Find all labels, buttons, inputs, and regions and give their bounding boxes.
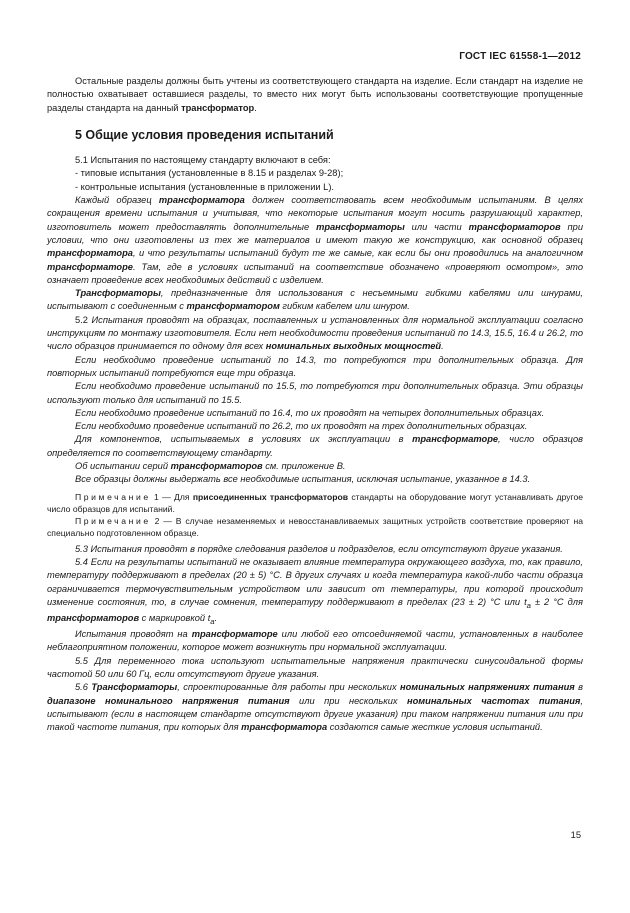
page-number: 15	[570, 830, 581, 840]
each-sample-paragraph: Каждый образец трансформатора должен соответствовать всем необходимым испытаниям. В целях сокращения времени испытания и учитывая, что некоторые испытания могут носить разрушающий характер, изготовитель может предоставлять дополнительные трансформаторы или части трансформаторов при условии, что они изготовлены из тех же материалов и имеют такую же конструкцию, как основной образец трансформатора, и что результаты испытаний будут те же самые, как если бы они проводились на аналогичном трансформаторе. Там, где в условиях испытаний на соответствие обозначено «проверяют осмотром», это означает проведение всех необходимых действий с изделием.	[47, 195, 583, 285]
test-position-paragraph: Испытания проводят на трансформаторе или любой его отсоединяемой части, установленных в наиболее неблагоприятном положении, которое может возникнуть при нормальной эксплуатации.	[47, 629, 583, 653]
intro-paragraph: Остальные разделы должны быть учтены из соответствующего стандарта на изделие. Если стандарт на изделие не полностью охватывает оставшиеся разделы, то вместо них могут быть использованы соответствующие пропущенные разделы стандарта на данный трансформатор.	[47, 76, 583, 113]
extra-samples-16-4: Если необходимо проведение испытаний по 16.4, то их проводят на четырех дополнительных образцах.	[75, 407, 545, 418]
clause-5-3-paragraph: 5.3 Испытания проводят в порядке следования разделов и подразделов, если отсутствуют другие указания.	[75, 543, 563, 554]
extra-samples-26-2: Если необходимо проведение испытаний по 26.2, то их проводят на трех дополнительных образцах.	[75, 421, 528, 432]
series-paragraph: Об испытании серий трансформаторов см. приложение В.	[75, 461, 346, 472]
fixed-cables-paragraph: Трансформаторы, предназначенные для использования с несъемными гибкими кабелями или шнурами, испытывают с соединенным с трансформатором гибким кабелем или шнуром.	[47, 288, 583, 312]
clause-5-5-paragraph: 5.5 Для переменного тока используют испытательные напряжения практически синусоидальной формы частотой 50 или 60 Гц, если отсутствуют другие указания.	[47, 655, 583, 679]
note-1: Примечание 1 — Для присоединенных трансформаторов стандарты на оборудование могут устанавливать другое число образцов для испытаний.	[47, 491, 583, 514]
extra-samples-14-3: Если необходимо проведение испытаний по 14.3, то потребуются три дополнительных образца. Для повторных испытаний потребуются еще три образца.	[47, 354, 583, 378]
page-content	[47, 75, 583, 734]
clause-5-1-intro: 5.1 Испытания по настоящему стандарту включают в себя:	[75, 155, 331, 166]
clause-5-6-paragraph: 5.6 Трансформаторы, спроектированные для работы при нескольких номинальных напряжениях питания в диапазоне номинального напряжения питания или при нескольких номинальных частотах питания, испытывают (если в настоящем стандарте отсутствуют другие указания) при таком напряжении питания или при такой частоте питания, при которых для трансформатора создаются самые жесткие условия испытаний.	[47, 682, 583, 733]
standard-header: ГОСТ IEC 61558-1—2012	[459, 51, 581, 62]
clause-5-2-paragraph: 5.2 Испытания проводят на образцах, поставленных и установленных для нормальной эксплуатации согласно инструкциям по монтажу изготовителя. Если нет необходимости проведения испытаний по 14.3, 15.5, 16.4 и 26.2, то число образцов принимается по одному для всех номинальных выходных мощностей.	[47, 314, 583, 352]
components-paragraph: Для компонентов, испытываемых в условиях их эксплуатации в трансформаторе, число образцов определяется по соответствующему стандарту.	[47, 434, 583, 458]
extra-samples-15-5: Если необходимо проведение испытаний по 15.5, то потребуются три дополнительных образца. Эти образцы используют только для испытаний по 15.5.	[47, 381, 583, 405]
clause-5-4-paragraph: 5.4 Если на результаты испытаний не оказывает влияние температура окружающего воздуха, то, как правило, температуру поддерживают в пределах (20 ± 5) °С. В других случаях и когда температура какой-либо части образца ограничивается термочувствительным устройством или зависит от температуры, при которой происходит изменение состояния, то, в случае сомнения, температуру поддерживают в пределах (23 ± 2) °С или $t_a \pm 2$ °С для трансформаторов с маркировкой $t_a$.	[47, 556, 583, 626]
list-item: - типовые испытания (установленные в 8.15 и разделах 9-28);	[75, 168, 344, 179]
all-samples-paragraph: Все образцы должны выдержать все необходимые испытания, исключая испытание, указанное в 14.3.	[75, 474, 531, 485]
note-2: Примечание 2 — В случае незаменяемых и невосстанавливаемых защитных устройств соответствие проверяют на специально подготовленном образце.	[47, 515, 583, 538]
list-item: - контрольные испытания (установленные в приложении L).	[75, 181, 335, 192]
section-title: 5 Общие условия проведения испытаний	[75, 127, 334, 142]
